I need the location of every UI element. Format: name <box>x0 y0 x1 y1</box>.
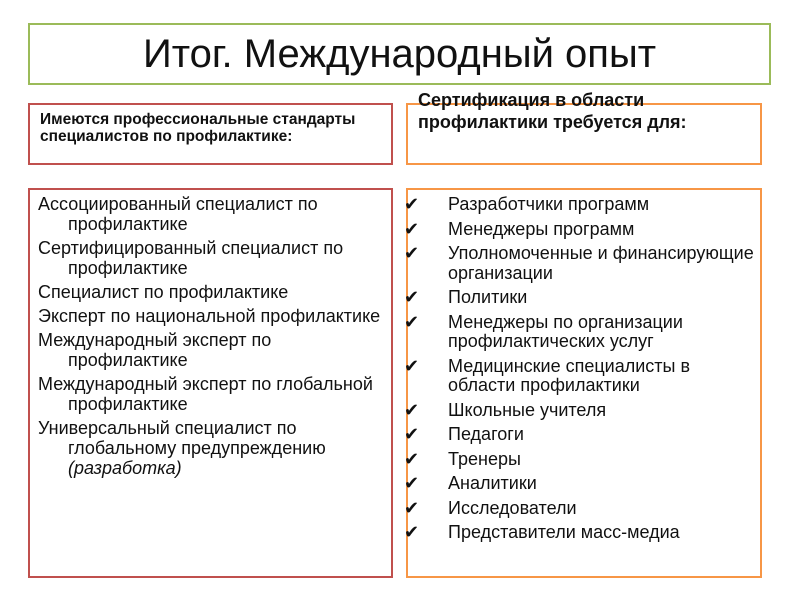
title-box <box>28 23 771 85</box>
certification-list-item: ✔ Школьные учителя <box>404 399 607 420</box>
certification-list <box>406 188 762 578</box>
right-header-box <box>406 90 762 165</box>
certification-list-item: ✔ Уполномоченные и финансирующие организации <box>404 243 754 283</box>
certification-list-item: ✔ Педагоги <box>404 424 524 444</box>
standards-list-item: Сертифицированный специалист по профилактике <box>38 238 344 278</box>
check-icon: ✔ <box>404 473 420 493</box>
check-icon: ✔ <box>404 399 420 420</box>
check-icon: ✔ <box>404 424 420 444</box>
certification-list-item: ✔ Аналитики <box>404 473 537 493</box>
check-icon: ✔ <box>404 287 420 307</box>
right-header: Сертификация в области профилактики требуется для: <box>418 90 687 132</box>
standards-list-item: Универсальный специалист по глобальному предупреждению (разработка) <box>38 418 326 478</box>
check-icon: ✔ <box>404 497 420 518</box>
certification-list-item: ✔ Исследователи <box>404 497 577 518</box>
standards-list-item: Ассоциированный специалист по профилактике <box>38 194 318 234</box>
check-icon: ✔ <box>404 522 420 542</box>
standards-list-item: Специалист по профилактике <box>38 282 289 302</box>
check-icon: ✔ <box>404 311 420 332</box>
check-icon: ✔ <box>404 194 420 214</box>
certification-list-item: ✔ Менеджеры программ <box>404 218 635 239</box>
check-icon: ✔ <box>404 218 420 239</box>
standards-list-item: Эксперт по национальной профилактике <box>38 306 381 326</box>
check-icon: ✔ <box>404 243 420 263</box>
check-icon: ✔ <box>404 448 420 469</box>
standards-list-item: Международный эксперт по глобальной профилактике <box>38 374 373 414</box>
standards-list-item: Международный эксперт по профилактике <box>38 330 272 370</box>
certification-list-item: ✔ Политики <box>404 287 528 307</box>
certification-list-item: ✔ Менеджеры по организации профилактических услуг <box>404 311 683 351</box>
left-header-box <box>28 103 393 165</box>
certification-list-item: ✔ Тренеры <box>404 448 521 469</box>
page-title: Итог. Международный опыт <box>142 31 657 76</box>
certification-list-item: ✔ Медицинские специалисты в области профилактики <box>404 355 691 395</box>
development-note: (разработка) <box>68 458 182 478</box>
check-icon: ✔ <box>404 355 420 376</box>
certification-list-item: ✔ Представители масс-медиа <box>404 522 680 542</box>
standards-list <box>28 188 393 578</box>
left-header: Имеются профессиональные стандарты специалистов по профилактике: <box>40 111 356 145</box>
certification-list-item: ✔ Разработчики программ <box>404 194 650 214</box>
